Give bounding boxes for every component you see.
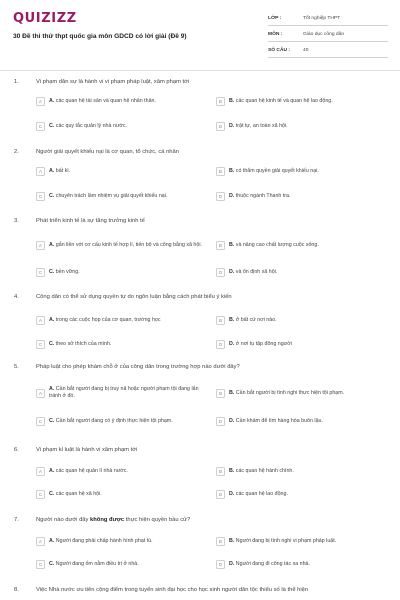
option-b[interactable] bbox=[216, 314, 388, 326]
option-letter-box: C bbox=[36, 490, 45, 499]
option-b[interactable] bbox=[216, 236, 388, 254]
option-text: B. các quan hệ hành chính. bbox=[229, 467, 294, 474]
option-text: B. Người đang bị tình nghi vi phạm pháp luật. bbox=[229, 537, 337, 544]
option-a[interactable] bbox=[36, 236, 206, 254]
option-text: C. các quan hệ xã hội. bbox=[49, 490, 102, 497]
option-text: C. theo sở thích của mình. bbox=[49, 340, 112, 347]
option-a[interactable] bbox=[36, 95, 206, 107]
emphasis-text: không được bbox=[90, 517, 125, 523]
option-letter-box: D bbox=[216, 268, 225, 277]
option-text: B. các quan hệ kinh tế và quan hệ lao động. bbox=[229, 97, 333, 104]
option-c[interactable] bbox=[36, 412, 206, 430]
option-text: D. trật tự, an toàn xã hội. bbox=[229, 122, 288, 129]
option-b[interactable] bbox=[216, 95, 388, 107]
option-a[interactable] bbox=[36, 165, 206, 177]
option-text: C. bền vững. bbox=[49, 268, 80, 275]
option-text: A. các quan hệ quản lí nhà nước. bbox=[49, 467, 128, 474]
option-d[interactable] bbox=[216, 488, 388, 500]
document-title: 30 Đề thi thử thpt quốc gia môn GDCD có lời giải (Đề 9) bbox=[13, 33, 187, 40]
option-a[interactable] bbox=[36, 314, 206, 326]
option-letter-box: D bbox=[216, 340, 225, 349]
option-d[interactable] bbox=[216, 558, 388, 570]
option-letter-box: B bbox=[216, 537, 225, 546]
option-d[interactable] bbox=[216, 190, 388, 202]
option-text: A. bất kì. bbox=[49, 167, 71, 174]
option-a[interactable] bbox=[36, 465, 206, 477]
question-number: 3. bbox=[14, 218, 19, 224]
option-a[interactable] bbox=[36, 384, 206, 402]
option-letter-box: D bbox=[216, 122, 225, 131]
question-text: Vi phạm kỉ luật là hành vi xâm phạm tới bbox=[36, 447, 138, 453]
option-text: D. Người đang đi công tác xa nhà. bbox=[229, 560, 310, 567]
option-text: D. thuộc ngành Thanh tra. bbox=[229, 192, 291, 199]
option-letter-box: B bbox=[216, 241, 225, 250]
meta-value: Giáo dục công dân bbox=[303, 31, 345, 37]
option-b[interactable] bbox=[216, 535, 388, 547]
meta-row-count bbox=[268, 43, 388, 58]
option-text: B. Cần bắt người bị tình nghi thực hiện tội phạm. bbox=[229, 389, 345, 396]
option-letter-box: C bbox=[36, 417, 45, 426]
option-text: A. Người đang phải chấp hành hình phạt tù. bbox=[49, 537, 153, 544]
option-letter-box: A bbox=[36, 97, 45, 106]
meta-row-subject bbox=[268, 27, 388, 42]
option-b[interactable] bbox=[216, 387, 388, 399]
option-letter-box: A bbox=[36, 241, 45, 250]
question-number: 2. bbox=[14, 149, 19, 155]
option-c[interactable] bbox=[36, 558, 206, 570]
option-c[interactable] bbox=[36, 488, 206, 500]
option-d[interactable] bbox=[216, 415, 388, 427]
meta-label: MÔN : bbox=[268, 31, 283, 37]
option-text: B. ở bất cứ nơi nào. bbox=[229, 316, 277, 323]
question-text: Phát triển kinh tế là sự tăng trưởng kinh tế bbox=[36, 218, 145, 224]
option-letter-box: C bbox=[36, 560, 45, 569]
option-text: C. các quy tắc quản lý nhà nước. bbox=[49, 122, 128, 129]
meta-label: SỐ CÂU : bbox=[268, 47, 291, 53]
option-letter-box: D bbox=[216, 192, 225, 201]
option-letter-box: A bbox=[36, 316, 45, 325]
question-text: Người giải quyết khiếu nại là cơ quan, tổ chức, cá nhân bbox=[36, 149, 179, 155]
option-d[interactable] bbox=[216, 266, 388, 278]
question-number: 4. bbox=[14, 294, 19, 300]
option-text: C. Người đang ốm nằm điều trị ở nhà. bbox=[49, 560, 139, 567]
question-text: Người nào dưới đây không được thực hiện quyền bầu cử? bbox=[36, 517, 191, 523]
option-letter-box: B bbox=[216, 316, 225, 325]
option-letter-box: C bbox=[36, 192, 45, 201]
option-d[interactable] bbox=[216, 338, 388, 350]
meta-value: Tốt nghiệp THPT bbox=[303, 15, 341, 21]
option-c[interactable] bbox=[36, 266, 206, 278]
option-letter-box: D bbox=[216, 417, 225, 426]
option-text: A. gắn liền với cơ cấu kinh tế hợp lí, tiến bộ và công bằng xã hội. bbox=[49, 241, 202, 248]
question-text: Công dân có thể sử dụng quyền tự do ngôn luận bằng cách phát biểu ý kiến bbox=[36, 294, 232, 300]
option-text: D. và ổn định xã hội. bbox=[229, 268, 278, 275]
option-text: B. có thẩm quyền giải quyết khiếu nại. bbox=[229, 167, 319, 174]
question-text: Vi phạm dân sự là hành vi vi phạm pháp luật, xâm phạm tới bbox=[36, 79, 190, 85]
option-letter-box: D bbox=[216, 490, 225, 499]
option-letter-box: A bbox=[36, 467, 45, 476]
option-letter-box: B bbox=[216, 389, 225, 398]
question-number: 7. bbox=[14, 517, 19, 523]
option-letter-box: B bbox=[216, 467, 225, 476]
option-letter-box: C bbox=[36, 268, 45, 277]
question-number: 1. bbox=[14, 79, 19, 85]
option-c[interactable] bbox=[36, 190, 206, 202]
meta-label: LỚP : bbox=[268, 15, 282, 21]
header-divider bbox=[0, 70, 400, 71]
option-letter-box: A bbox=[36, 389, 45, 398]
question-text: Pháp luật cho phép khám chỗ ở của công dân trong trường hợp nào dưới đây? bbox=[36, 364, 240, 370]
option-b[interactable] bbox=[216, 165, 388, 177]
document-meta bbox=[268, 11, 388, 59]
document-header bbox=[0, 0, 400, 64]
option-text: A. các quan hệ tài sản và quan hệ nhân thân. bbox=[49, 97, 156, 104]
option-text: D. Cần khám để tìm hàng hóa buôn lậu. bbox=[229, 417, 323, 424]
option-letter-box: A bbox=[36, 167, 45, 176]
option-text: C. Cần bắt người đang có ý định thực hiện tội phạm. bbox=[49, 417, 173, 424]
option-letter-box: C bbox=[36, 122, 45, 131]
question-number: 5. bbox=[14, 364, 19, 370]
option-c[interactable] bbox=[36, 120, 206, 132]
option-text: D. các quan hệ lao động. bbox=[229, 490, 288, 497]
question-number: 6. bbox=[14, 447, 19, 453]
option-letter-box: B bbox=[216, 167, 225, 176]
option-text: A. trong các cuộc họp của cơ quan, trường học bbox=[49, 316, 161, 323]
option-d[interactable] bbox=[216, 120, 388, 132]
option-b[interactable] bbox=[216, 465, 388, 477]
option-letter-box: D bbox=[216, 560, 225, 569]
option-text: A. Cần bắt người đang bị truy nã hoặc người phạm tội đang lẩn tránh ở đó. bbox=[49, 386, 199, 399]
meta-value: 40 bbox=[303, 47, 309, 53]
option-text: B. và nâng cao chất lượng cuộc sống. bbox=[229, 241, 319, 248]
meta-row-class bbox=[268, 11, 388, 26]
option-letter-box: B bbox=[216, 97, 225, 106]
question-text: Việc Nhà nước ưu tiên cộng điểm trong tuyển sinh đại học cho học sinh người dân tộc thiểu số là thể hiện bbox=[36, 587, 309, 593]
option-letter-box: A bbox=[36, 537, 45, 546]
question-number: 8. bbox=[14, 587, 19, 593]
option-text: D. ở nơi tụ tập đông người bbox=[229, 340, 292, 347]
option-c[interactable] bbox=[36, 338, 206, 350]
quizizz-logo: QUIZIZZ bbox=[13, 11, 77, 26]
option-text: C. chuyên trách làm nhiệm vụ giải quyết khiếu nại. bbox=[49, 192, 168, 199]
option-letter-box: C bbox=[36, 340, 45, 349]
option-a[interactable] bbox=[36, 535, 206, 547]
